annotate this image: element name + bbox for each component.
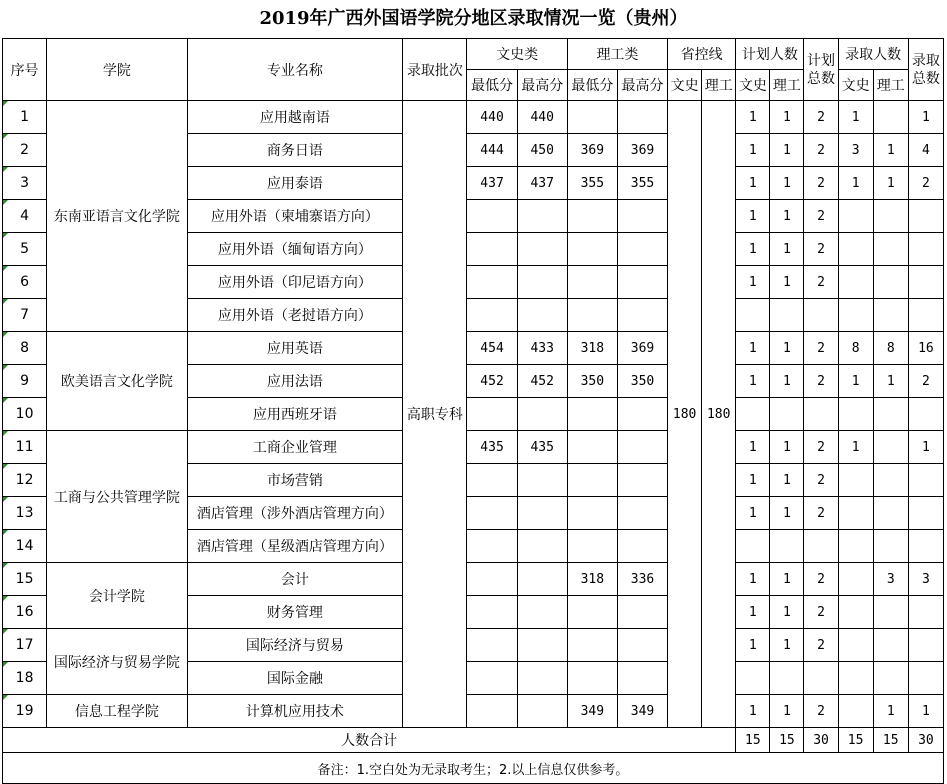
header-admit-wen: 文史 [838,70,873,101]
college-cell: 信息工程学院 [47,695,187,728]
plan-li-cell: 1 [770,563,804,596]
header-wenshi-max: 最高分 [517,70,567,101]
wenshi-max-cell: 450 [517,134,567,167]
plan-total-cell: 2 [804,200,838,233]
ligong-min-cell [567,629,617,662]
plan-total-cell: 2 [804,563,838,596]
wenshi-min-cell: 440 [467,101,517,134]
admit-total-cell [908,233,943,266]
admit-wen-cell [838,662,873,695]
admit-li-cell: 3 [873,563,908,596]
major-cell: 应用外语（老挝语方向） [187,299,403,332]
major-cell: 计算机应用技术 [187,695,403,728]
admit-li-cell [873,200,908,233]
admit-li-cell [873,662,908,695]
header-admit: 录取人数 [838,39,908,70]
plan-wen-cell: 1 [736,365,770,398]
table-row [3,101,944,134]
wenshi-min-cell [467,299,517,332]
admit-total-cell [908,629,943,662]
admit-total-cell [908,299,943,332]
wenshi-max-cell: 437 [517,167,567,200]
plan-li-cell: 1 [770,497,804,530]
ligong-max-cell [617,596,667,629]
admission-table [2,38,944,784]
plan-wen-cell: 1 [736,266,770,299]
header-major: 专业名称 [187,39,403,101]
plan-wen-cell: 1 [736,629,770,662]
ligong-min-cell: 350 [567,365,617,398]
plan-li-cell: 1 [770,629,804,662]
admit-total-cell: 16 [908,332,943,365]
major-cell: 应用外语（印尼语方向） [187,266,403,299]
wenshi-min-cell: 435 [467,431,517,464]
admit-wen-cell [838,695,873,728]
wenshi-min-cell [467,200,517,233]
wenshi-min-cell [467,398,517,431]
plan-total-cell: 2 [804,464,838,497]
wenshi-max-cell [517,200,567,233]
seq-cell: 5 [3,233,47,266]
major-cell: 应用泰语 [187,167,403,200]
seq-cell: 7 [3,299,47,332]
ligong-min-cell: 355 [567,167,617,200]
total-row [3,728,944,753]
plan-total-cell: 2 [804,233,838,266]
header-batch: 录取批次 [403,39,467,101]
plan-li-cell: 1 [770,101,804,134]
header-wenshi-min: 最低分 [467,70,517,101]
college-cell: 欧美语言文化学院 [47,332,187,431]
total-p-l-cell: 15 [770,728,804,753]
plan-total-cell: 2 [804,134,838,167]
plan-total-cell: 2 [804,695,838,728]
header-ligong: 理工类 [567,39,667,70]
ligong-max-cell [617,299,667,332]
major-cell: 应用外语（缅甸语方向） [187,233,403,266]
header-admit-total-2: 总数 [911,70,940,87]
ligong-max-cell [617,101,667,134]
major-cell: 市场营销 [187,464,403,497]
plan-li-cell [770,398,804,431]
note-text: 备注：1.空白处为无录取考生；2.以上信息仅供参考。 [3,753,944,784]
ligong-max-cell [617,398,667,431]
admit-total-cell [908,596,943,629]
admit-li-cell [873,464,908,497]
total-p-t-cell: 30 [804,728,838,753]
total-a-l-cell: 15 [873,728,908,753]
table-row [3,332,944,365]
admit-li-cell [873,101,908,134]
page-title: 2019年广西外国语学院分地区录取情况一览（贵州） [259,8,688,29]
table-row [3,563,944,596]
plan-total-cell [804,530,838,563]
wenshi-max-cell [517,695,567,728]
note-row [3,753,944,784]
total-a-w-cell: 15 [838,728,873,753]
major-cell: 国际经济与贸易 [187,629,403,662]
college-cell: 工商与公共管理学院 [47,431,187,563]
wenshi-max-cell: 440 [517,101,567,134]
admit-wen-cell: 8 [838,332,873,365]
header-seq: 序号 [3,39,47,101]
admit-li-cell [873,431,908,464]
wenshi-max-cell [517,299,567,332]
admit-wen-cell [838,629,873,662]
plan-li-cell: 1 [770,266,804,299]
major-cell: 应用法语 [187,365,403,398]
plan-wen-cell [736,398,770,431]
admit-wen-cell: 1 [838,431,873,464]
wenshi-max-cell: 435 [517,431,567,464]
wenshi-min-cell: 454 [467,332,517,365]
admit-wen-cell [838,563,873,596]
plan-wen-cell [736,530,770,563]
wenshi-min-cell [467,596,517,629]
batch-cell: 高职专科 [403,101,467,728]
seq-cell: 11 [3,431,47,464]
wenshi-max-cell [517,629,567,662]
plan-total-cell: 2 [804,431,838,464]
ligong-max-cell [617,464,667,497]
admit-wen-cell [838,398,873,431]
wenshi-min-cell [467,662,517,695]
wenshi-max-cell [517,596,567,629]
plan-total-cell [804,299,838,332]
plan-wen-cell: 1 [736,431,770,464]
major-cell: 商务日语 [187,134,403,167]
admit-wen-cell [838,299,873,332]
admit-total-cell: 2 [908,365,943,398]
wenshi-max-cell [517,530,567,563]
major-cell: 应用越南语 [187,101,403,134]
header-plan-li: 理工 [770,70,804,101]
plan-li-cell: 1 [770,464,804,497]
wenshi-max-cell [517,233,567,266]
plan-wen-cell: 1 [736,497,770,530]
ligong-max-cell: 336 [617,563,667,596]
seq-cell: 15 [3,563,47,596]
control-line-li-cell: 180 [702,101,736,728]
seq-cell: 1 [3,101,47,134]
ligong-min-cell: 349 [567,695,617,728]
total-a-t-cell: 30 [908,728,943,753]
major-cell: 会计 [187,563,403,596]
plan-li-cell [770,530,804,563]
admit-li-cell [873,233,908,266]
wenshi-min-cell [467,266,517,299]
wenshi-min-cell [467,464,517,497]
total-label: 人数合计 [3,728,736,753]
seq-cell: 3 [3,167,47,200]
major-cell: 酒店管理（涉外酒店管理方向） [187,497,403,530]
ligong-max-cell [617,266,667,299]
seq-cell: 10 [3,398,47,431]
ligong-min-cell [567,497,617,530]
ligong-max-cell: 349 [617,695,667,728]
admit-wen-cell [838,497,873,530]
header-plan-total [804,39,838,101]
header-admit-total [908,39,943,101]
plan-total-cell: 2 [804,629,838,662]
plan-wen-cell [736,299,770,332]
wenshi-max-cell [517,398,567,431]
plan-li-cell: 1 [770,695,804,728]
ligong-max-cell [617,662,667,695]
wenshi-max-cell: 433 [517,332,567,365]
plan-total-cell [804,398,838,431]
admit-li-cell [873,530,908,563]
admit-wen-cell [838,464,873,497]
plan-wen-cell: 1 [736,464,770,497]
plan-wen-cell: 1 [736,134,770,167]
ligong-max-cell [617,530,667,563]
ligong-min-cell [567,398,617,431]
plan-wen-cell: 1 [736,167,770,200]
plan-total-cell: 2 [804,365,838,398]
ligong-min-cell [567,431,617,464]
plan-wen-cell: 1 [736,596,770,629]
wenshi-min-cell [467,497,517,530]
admit-total-cell: 4 [908,134,943,167]
ligong-max-cell: 350 [617,365,667,398]
plan-total-cell: 2 [804,332,838,365]
seq-cell: 9 [3,365,47,398]
header-control-li: 理工 [702,70,736,101]
admit-li-cell: 1 [873,134,908,167]
admit-total-cell: 3 [908,563,943,596]
wenshi-min-cell [467,695,517,728]
ligong-min-cell: 318 [567,563,617,596]
admit-total-cell: 1 [908,431,943,464]
ligong-max-cell [617,629,667,662]
plan-li-cell: 1 [770,233,804,266]
header-admit-total-1: 录取 [911,52,940,69]
header-ligong-max: 最高分 [617,70,667,101]
seq-cell: 12 [3,464,47,497]
plan-wen-cell: 1 [736,563,770,596]
wenshi-min-cell: 444 [467,134,517,167]
admit-wen-cell [838,596,873,629]
plan-total-cell: 2 [804,101,838,134]
plan-wen-cell [736,662,770,695]
header-plan: 计划人数 [736,39,804,70]
plan-li-cell: 1 [770,365,804,398]
ligong-min-cell [567,596,617,629]
seq-cell: 18 [3,662,47,695]
admit-wen-cell: 1 [838,101,873,134]
major-cell: 国际金融 [187,662,403,695]
wenshi-min-cell [467,530,517,563]
ligong-min-cell [567,662,617,695]
ligong-max-cell [617,200,667,233]
admit-li-cell: 8 [873,332,908,365]
admit-total-cell [908,530,943,563]
plan-wen-cell: 1 [736,332,770,365]
major-cell: 财务管理 [187,596,403,629]
plan-total-cell: 2 [804,497,838,530]
plan-li-cell: 1 [770,134,804,167]
table-row [3,695,944,728]
wenshi-max-cell [517,563,567,596]
ligong-max-cell [617,233,667,266]
plan-total-cell: 2 [804,167,838,200]
ligong-min-cell [567,200,617,233]
wenshi-max-cell [517,266,567,299]
admit-wen-cell [838,233,873,266]
seq-cell: 14 [3,530,47,563]
wenshi-max-cell [517,497,567,530]
admit-li-cell [873,497,908,530]
major-cell: 应用西班牙语 [187,398,403,431]
header-control-line: 省控线 [668,39,736,70]
admit-total-cell [908,398,943,431]
admit-total-cell [908,497,943,530]
header-admit-li: 理工 [873,70,908,101]
wenshi-min-cell: 452 [467,365,517,398]
plan-li-cell: 1 [770,596,804,629]
ligong-max-cell [617,497,667,530]
ligong-min-cell [567,299,617,332]
admit-li-cell: 1 [873,695,908,728]
plan-total-cell: 2 [804,596,838,629]
admit-li-cell: 1 [873,365,908,398]
admit-li-cell [873,299,908,332]
seq-cell: 19 [3,695,47,728]
header-college: 学院 [47,39,187,101]
plan-total-cell [804,662,838,695]
admit-total-cell [908,200,943,233]
ligong-min-cell [567,101,617,134]
major-cell: 应用英语 [187,332,403,365]
plan-li-cell: 1 [770,167,804,200]
plan-li-cell: 1 [770,431,804,464]
admit-wen-cell [838,266,873,299]
admit-wen-cell [838,200,873,233]
admit-li-cell [873,596,908,629]
admit-wen-cell: 1 [838,167,873,200]
admit-total-cell [908,266,943,299]
admit-total-cell [908,464,943,497]
admit-total-cell: 1 [908,695,943,728]
college-cell: 会计学院 [47,563,187,629]
ligong-max-cell [617,431,667,464]
ligong-max-cell: 369 [617,134,667,167]
ligong-min-cell [567,464,617,497]
header-plan-wen: 文史 [736,70,770,101]
header-plan-total-2: 总数 [807,70,836,87]
ligong-min-cell [567,530,617,563]
wenshi-min-cell [467,563,517,596]
major-cell: 应用外语（柬埔寨语方向） [187,200,403,233]
major-cell: 工商企业管理 [187,431,403,464]
seq-cell: 4 [3,200,47,233]
admit-li-cell [873,398,908,431]
admit-li-cell: 1 [873,167,908,200]
plan-wen-cell: 1 [736,233,770,266]
college-cell: 国际经济与贸易学院 [47,629,187,695]
table-row [3,629,944,662]
plan-wen-cell: 1 [736,101,770,134]
header-wenshi: 文史类 [467,39,567,70]
plan-li-cell [770,662,804,695]
admit-total-cell: 2 [908,167,943,200]
wenshi-max-cell [517,662,567,695]
admit-li-cell [873,266,908,299]
wenshi-max-cell: 452 [517,365,567,398]
admit-li-cell [873,629,908,662]
ligong-max-cell: 355 [617,167,667,200]
admit-wen-cell: 3 [838,134,873,167]
seq-cell: 2 [3,134,47,167]
wenshi-max-cell [517,464,567,497]
major-cell: 酒店管理（星级酒店管理方向） [187,530,403,563]
ligong-min-cell [567,233,617,266]
ligong-min-cell: 369 [567,134,617,167]
plan-li-cell: 1 [770,200,804,233]
seq-cell: 6 [3,266,47,299]
ligong-min-cell [567,266,617,299]
wenshi-min-cell: 437 [467,167,517,200]
admit-wen-cell [838,530,873,563]
admit-wen-cell: 1 [838,365,873,398]
plan-wen-cell: 1 [736,695,770,728]
header-control-wen: 文史 [668,70,702,101]
plan-li-cell [770,299,804,332]
ligong-max-cell: 369 [617,332,667,365]
ligong-min-cell: 318 [567,332,617,365]
seq-cell: 8 [3,332,47,365]
admit-total-cell: 1 [908,101,943,134]
control-line-wen-cell: 180 [668,101,702,728]
admit-total-cell [908,662,943,695]
seq-cell: 16 [3,596,47,629]
plan-wen-cell: 1 [736,200,770,233]
total-p-w-cell: 15 [736,728,770,753]
table-row [3,431,944,464]
header-ligong-min: 最低分 [567,70,617,101]
wenshi-min-cell [467,233,517,266]
plan-li-cell: 1 [770,332,804,365]
seq-cell: 13 [3,497,47,530]
wenshi-min-cell [467,629,517,662]
college-cell: 东南亚语言文化学院 [47,101,187,332]
header-plan-total-1: 计划 [807,52,836,69]
seq-cell: 17 [3,629,47,662]
plan-total-cell: 2 [804,266,838,299]
